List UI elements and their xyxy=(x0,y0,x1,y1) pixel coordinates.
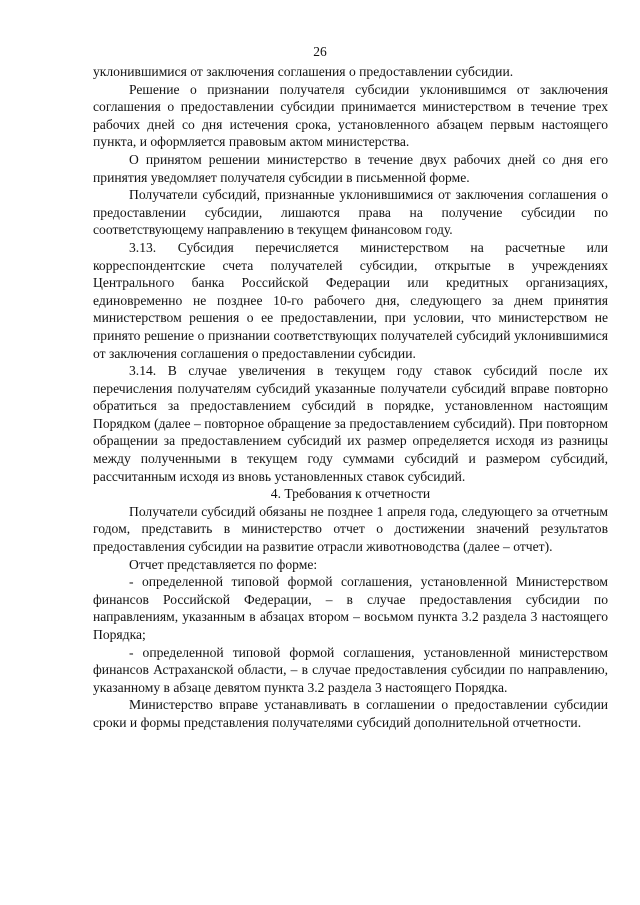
section-heading: 4. Требования к отчетности xyxy=(270,486,431,502)
page-number: 26 xyxy=(313,44,327,59)
paragraph: Отчет представляется по форме: xyxy=(129,556,318,572)
paragraph-continuation: уклонившимися от заключения соглашения о предоставлении субсидии. xyxy=(93,64,514,79)
paragraph: Получатели субсидий обязаны не позднее 1 апреля года, следующего за отчетным годом, представить в министерство отчет о достижении значений результатов предоставления субсидии на развитие отрасли животноводства (далее – отчет). xyxy=(93,503,608,555)
paragraph-3-14: 3.14. В случае увеличения в текущем году ставок субсидий после их перечисления получателям субсидий указанные получатели субсидий вправе повторно обратиться за предоставлением субсидий в порядке, установленном настоящим Порядком (далее – повторное обращение за предоставлением субсидий). При повторном обращении за предоставлением субсидий их размер определяется исходя из разницы между полученными в текущем году суммами субсидий и размером субсидий, рассчитанным исходя из вновь установленных ставок субсидий. xyxy=(93,363,608,484)
paragraph-3-13: 3.13. Субсидия перечисляется министерством на расчетные или корреспондентские счета получателей субсидии, открытые в учреждениях Центрального банка Российской Федерации или кредитных организациях, единовременно не позднее 10-го рабочего дня, следующего за днем принятия министерством решения о ее предоставлении, при условии, что министерством не принято решение о признании соответствующих получателей субсидий уклонившимися от заключения соглашения о предоставлении субсидии. xyxy=(93,239,608,361)
paragraph: Получатели субсидий, признанные уклонившимися от заключения соглашения о предоставлении субсидии, лишаются права на получение субсидии по соответствующему направлению в текущем финансовом году. xyxy=(93,187,608,238)
paragraph: Министерство вправе устанавливать в соглашении о предоставлении субсидии сроки и формы представления получателями субсидий дополнительной отчетности. xyxy=(93,697,608,730)
list-item: - определенной типовой формой соглашения, установленной Министерством финансов Российской Федерации, – в случае предоставления субсидии по направлениям, указанным в абзацах втором – восьмом пункта 3.2 раздела 3 настоящего Порядка; xyxy=(93,574,608,642)
list-item: - определенной типовой формой соглашения, установленной министерством финансов Астраханской области, – в случае предоставления субсидии по направлению, указанному в абзаце девятом пункта 3.2 раздела 3 настоящего Порядка. xyxy=(93,644,608,695)
paragraph: О принятом решении министерство в течение двух рабочих дней со дня его принятия уведомляет получателя субсидии в письменной форме. xyxy=(93,151,608,185)
document-body xyxy=(93,63,608,732)
paragraph: Решение о признании получателя субсидии уклонившимся от заключения соглашения о предоставлении субсидии принимается министерством в течение трех рабочих дней со дня истечения срока, установленного абзацем первым настоящего пункта, и оформляется правовым актом министерства. xyxy=(93,81,608,150)
